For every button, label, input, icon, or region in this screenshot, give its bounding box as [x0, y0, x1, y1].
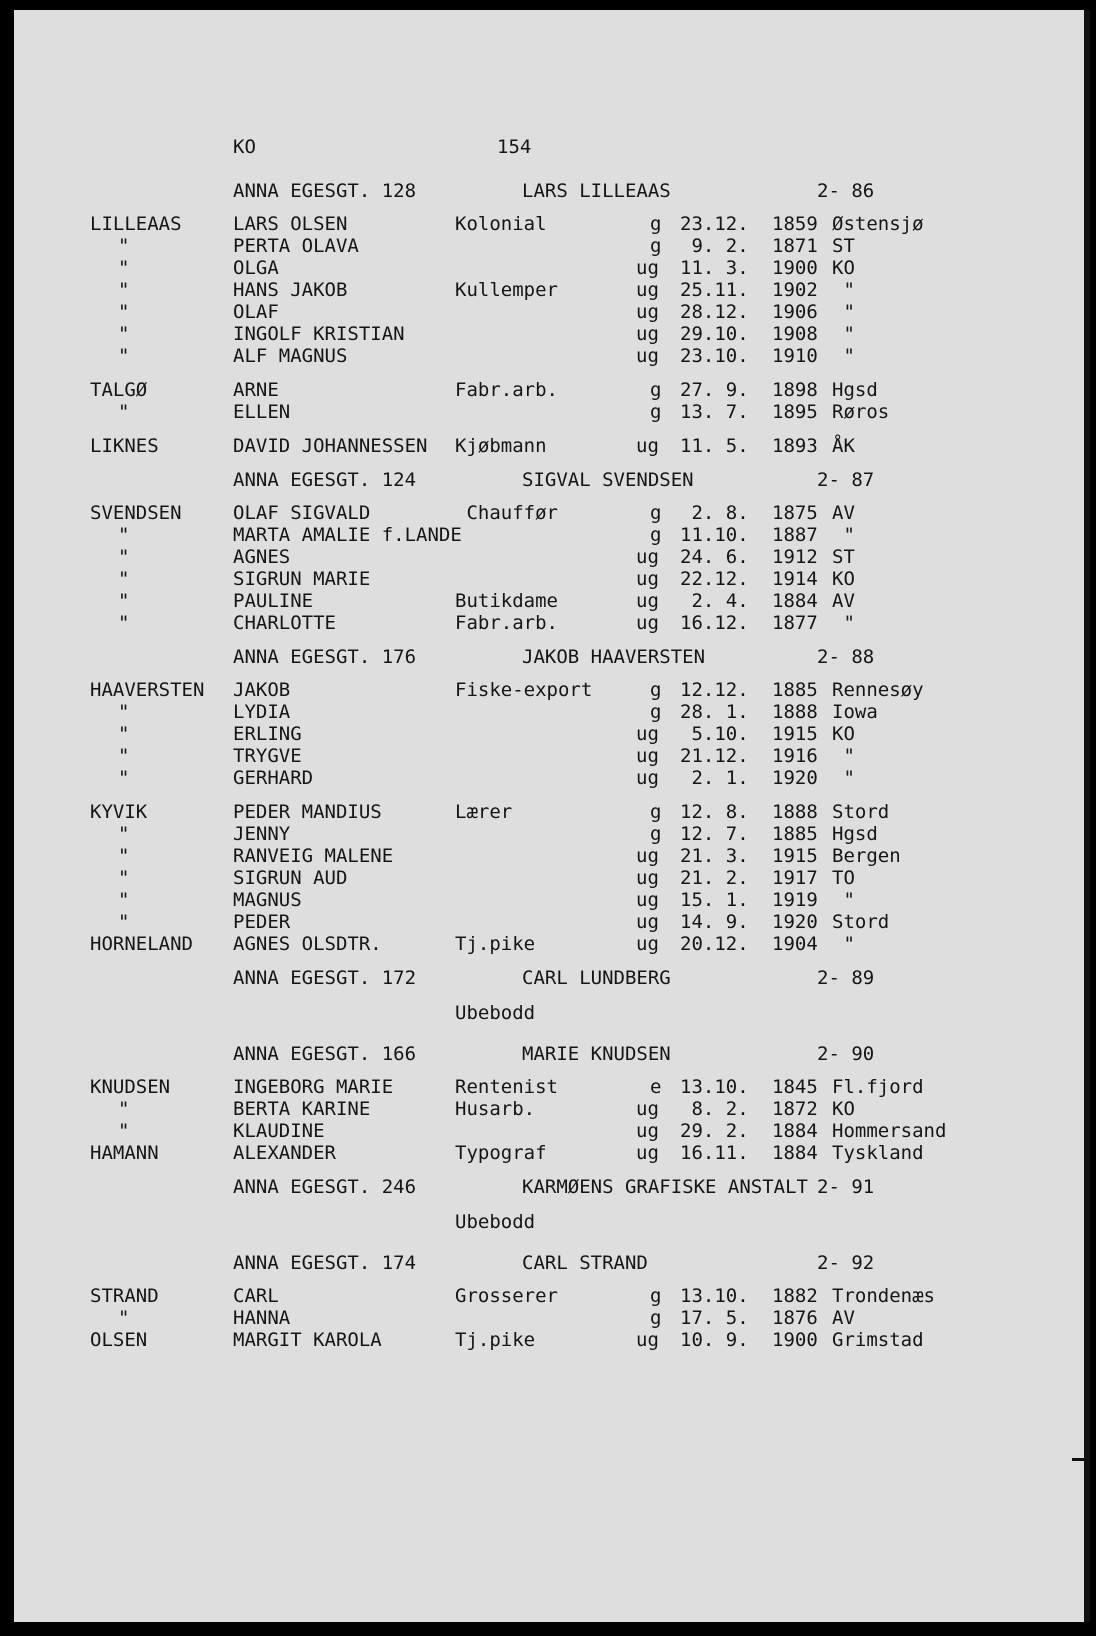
resident-status: g: [650, 1285, 662, 1307]
resident-name: LYDIA: [233, 701, 291, 723]
resident-birthplace: Iowa: [832, 701, 878, 723]
resident-surname: ": [118, 546, 130, 568]
block-address: ANNA EGESGT. 166: [233, 1043, 417, 1065]
block-owner: KARMØENS GRAFISKE ANSTALT: [522, 1176, 808, 1198]
resident-surname: ": [118, 524, 130, 546]
block-address: ANNA EGESGT. 246: [233, 1176, 417, 1198]
resident-birthyear: 1877: [772, 612, 818, 634]
resident-birthdate: 13.10.: [680, 1285, 749, 1307]
resident-status: ug: [636, 590, 659, 612]
resident-surname: ": [118, 701, 130, 723]
resident-birthdate: 25.11.: [680, 279, 749, 301]
resident-name: RANVEIG MALENE: [233, 845, 394, 867]
resident-birthplace: ÅK: [832, 435, 855, 457]
block-owner: JAKOB HAAVERSTEN: [522, 646, 706, 668]
resident-birthplace: AV: [832, 590, 855, 612]
resident-status: ug: [636, 867, 659, 889]
resident-birthyear: 1912: [772, 546, 818, 568]
resident-status: ug: [636, 745, 659, 767]
resident-surname: TALGØ: [90, 379, 148, 401]
resident-status: ug: [636, 1329, 659, 1351]
resident-birthplace: Trondenæs: [832, 1285, 935, 1307]
resident-birthyear: 1884: [772, 1142, 818, 1164]
resident-birthdate: 23.10.: [680, 345, 749, 367]
block-note: Ubebodd: [455, 1002, 536, 1024]
resident-birthplace: Østensjø: [832, 213, 924, 235]
resident-birthdate: 21. 3.: [680, 845, 749, 867]
resident-birthyear: 1900: [772, 1329, 818, 1351]
resident-surname: ": [118, 867, 130, 889]
resident-name: INGOLF KRISTIAN: [233, 323, 405, 345]
resident-surname: ": [118, 1098, 130, 1120]
resident-surname: ": [118, 323, 130, 345]
resident-name: GERHARD: [233, 767, 314, 789]
resident-birthplace: ST: [832, 546, 855, 568]
resident-name: ALEXANDER: [233, 1142, 336, 1164]
resident-occupation: Tj.pike: [455, 933, 536, 955]
resident-surname: SVENDSEN: [90, 502, 182, 524]
resident-occupation: Lærer: [455, 801, 513, 823]
resident-birthdate: 9. 2.: [680, 235, 749, 257]
resident-birthdate: 24. 6.: [680, 546, 749, 568]
block-owner: CARL STRAND: [522, 1252, 648, 1274]
resident-name: ALF MAGNUS: [233, 345, 348, 367]
resident-birthplace: KO: [832, 1098, 855, 1120]
resident-status: ug: [636, 1120, 659, 1142]
resident-name: HANS JAKOB: [233, 279, 348, 301]
resident-birthyear: 1904: [772, 933, 818, 955]
resident-birthyear: 1885: [772, 823, 818, 845]
resident-surname: ": [118, 345, 130, 367]
resident-occupation: Chauffør: [455, 502, 558, 524]
resident-occupation: Fabr.arb.: [455, 379, 558, 401]
block-owner: MARIE KNUDSEN: [522, 1043, 671, 1065]
resident-status: g: [650, 801, 662, 823]
resident-name: OLAF SIGVALD: [233, 502, 371, 524]
resident-status: g: [650, 823, 662, 845]
resident-birthplace: KO: [832, 723, 855, 745]
resident-surname: ": [118, 568, 130, 590]
resident-birthyear: 1900: [772, 257, 818, 279]
resident-birthplace: KO: [832, 568, 855, 590]
resident-name: MARTA AMALIE f.LANDE: [233, 524, 462, 546]
resident-birthplace: AV: [832, 1307, 855, 1329]
resident-occupation: Kjøbmann: [455, 435, 547, 457]
resident-status: ug: [636, 1098, 659, 1120]
resident-status: ug: [636, 546, 659, 568]
resident-surname: OLSEN: [90, 1329, 148, 1351]
resident-birthyear: 1884: [772, 590, 818, 612]
resident-birthdate: 21.12.: [680, 745, 749, 767]
resident-birthdate: 20.12.: [680, 933, 749, 955]
block-address: ANNA EGESGT. 176: [233, 646, 417, 668]
resident-surname: ": [118, 401, 130, 423]
resident-surname: ": [118, 301, 130, 323]
resident-status: ug: [636, 435, 659, 457]
resident-status: e: [650, 1076, 662, 1098]
resident-name: JAKOB: [233, 679, 291, 701]
resident-surname: STRAND: [90, 1285, 159, 1307]
block-code: 2- 89: [817, 967, 875, 989]
resident-name: PEDER MANDIUS: [233, 801, 382, 823]
resident-birthyear: 1871: [772, 235, 818, 257]
resident-birthplace: Hgsd: [832, 823, 878, 845]
resident-birthyear: 1887: [772, 524, 818, 546]
resident-status: g: [650, 1307, 662, 1329]
block-code: 2- 92: [817, 1252, 875, 1274]
resident-status: ug: [636, 279, 659, 301]
resident-birthyear: 1915: [772, 723, 818, 745]
resident-status: ug: [636, 889, 659, 911]
resident-name: SIGRUN AUD: [233, 867, 348, 889]
resident-birthyear: 1916: [772, 745, 818, 767]
resident-birthdate: 15. 1.: [680, 889, 749, 911]
resident-surname: LILLEAAS: [90, 213, 182, 235]
resident-birthyear: 1919: [772, 889, 818, 911]
resident-status: ug: [636, 568, 659, 590]
resident-birthdate: 23.12.: [680, 213, 749, 235]
resident-birthyear: 1920: [772, 911, 818, 933]
resident-birthplace: ": [832, 889, 855, 911]
resident-surname: HAMANN: [90, 1142, 159, 1164]
resident-birthdate: 8. 2.: [680, 1098, 749, 1120]
resident-birthplace: TO: [832, 867, 855, 889]
block-address: ANNA EGESGT. 172: [233, 967, 417, 989]
block-owner: LARS LILLEAAS: [522, 180, 671, 202]
resident-birthyear: 1902: [772, 279, 818, 301]
resident-birthdate: 13. 7.: [680, 401, 749, 423]
resident-birthdate: 27. 9.: [680, 379, 749, 401]
resident-birthyear: 1893: [772, 435, 818, 457]
block-note: Ubebodd: [455, 1211, 536, 1233]
resident-name: INGEBORG MARIE: [233, 1076, 394, 1098]
resident-birthplace: Stord: [832, 801, 890, 823]
resident-birthplace: Hgsd: [832, 379, 878, 401]
resident-birthdate: 12. 7.: [680, 823, 749, 845]
resident-name: BERTA KARINE: [233, 1098, 371, 1120]
block-address: ANNA EGESGT. 124: [233, 469, 417, 491]
resident-occupation: Kullemper: [455, 279, 558, 301]
resident-status: ug: [636, 345, 659, 367]
resident-birthdate: 13.10.: [680, 1076, 749, 1098]
resident-occupation: Typograf: [455, 1142, 547, 1164]
resident-birthyear: 1898: [772, 379, 818, 401]
resident-status: g: [650, 679, 662, 701]
resident-surname: ": [118, 257, 130, 279]
resident-surname: ": [118, 889, 130, 911]
resident-birthplace: ": [832, 323, 855, 345]
resident-name: CARL: [233, 1285, 279, 1307]
resident-birthplace: Fl.fjord: [832, 1076, 924, 1098]
resident-birthplace: ": [832, 345, 855, 367]
resident-name: TRYGVE: [233, 745, 302, 767]
resident-birthdate: 2. 8.: [680, 502, 749, 524]
resident-surname: ": [118, 723, 130, 745]
resident-name: DAVID JOHANNESSEN: [233, 435, 428, 457]
resident-surname: ": [118, 823, 130, 845]
resident-birthdate: 11.10.: [680, 524, 749, 546]
resident-birthdate: 29. 2.: [680, 1120, 749, 1142]
resident-birthyear: 1906: [772, 301, 818, 323]
resident-name: JENNY: [233, 823, 291, 845]
resident-name: ERLING: [233, 723, 302, 745]
resident-birthdate: 12. 8.: [680, 801, 749, 823]
block-owner: SIGVAL SVENDSEN: [522, 469, 694, 491]
resident-birthyear: 1882: [772, 1285, 818, 1307]
resident-status: ug: [636, 1142, 659, 1164]
resident-birthdate: 16.12.: [680, 612, 749, 634]
resident-surname: ": [118, 911, 130, 933]
resident-surname: ": [118, 845, 130, 867]
resident-surname: ": [118, 590, 130, 612]
resident-birthplace: Hommersand: [832, 1120, 947, 1142]
resident-birthyear: 1885: [772, 679, 818, 701]
resident-birthplace: ": [832, 933, 855, 955]
resident-birthyear: 1888: [772, 801, 818, 823]
resident-birthyear: 1872: [772, 1098, 818, 1120]
page-number: 154: [497, 136, 532, 158]
resident-birthplace: ": [832, 767, 855, 789]
resident-birthplace: Stord: [832, 911, 890, 933]
resident-name: SIGRUN MARIE: [233, 568, 371, 590]
resident-birthyear: 1915: [772, 845, 818, 867]
block-address: ANNA EGESGT. 128: [233, 180, 417, 202]
resident-birthplace: Grimstad: [832, 1329, 924, 1351]
resident-status: ug: [636, 723, 659, 745]
resident-birthplace: ": [832, 301, 855, 323]
resident-surname: ": [118, 1120, 130, 1142]
resident-name: ARNE: [233, 379, 279, 401]
resident-status: g: [650, 379, 662, 401]
resident-surname: ": [118, 1307, 130, 1329]
resident-birthyear: 1908: [772, 323, 818, 345]
resident-status: ug: [636, 301, 659, 323]
resident-birthdate: 29.10.: [680, 323, 749, 345]
resident-status: ug: [636, 767, 659, 789]
resident-name: HANNA: [233, 1307, 291, 1329]
resident-name: MAGNUS: [233, 889, 302, 911]
resident-surname: HORNELAND: [90, 933, 193, 955]
resident-name: ELLEN: [233, 401, 291, 423]
resident-birthyear: 1876: [772, 1307, 818, 1329]
resident-birthyear: 1884: [772, 1120, 818, 1142]
resident-name: PEDER: [233, 911, 291, 933]
resident-name: PAULINE: [233, 590, 314, 612]
resident-birthdate: 5.10.: [680, 723, 749, 745]
resident-birthyear: 1910: [772, 345, 818, 367]
resident-surname: ": [118, 235, 130, 257]
resident-status: g: [650, 502, 662, 524]
resident-birthdate: 10. 9.: [680, 1329, 749, 1351]
block-code: 2- 91: [817, 1176, 875, 1198]
resident-status: ug: [636, 845, 659, 867]
resident-birthdate: 14. 9.: [680, 911, 749, 933]
block-code: 2- 86: [817, 180, 875, 202]
resident-surname: ": [118, 767, 130, 789]
resident-status: ug: [636, 257, 659, 279]
resident-birthdate: 2. 1.: [680, 767, 749, 789]
resident-status: ug: [636, 911, 659, 933]
resident-birthdate: 28. 1.: [680, 701, 749, 723]
resident-birthplace: ": [832, 279, 855, 301]
resident-surname: HAAVERSTEN: [90, 679, 205, 701]
resident-birthplace: ST: [832, 235, 855, 257]
resident-birthdate: 2. 4.: [680, 590, 749, 612]
block-code: 2- 87: [817, 469, 875, 491]
resident-surname: ": [118, 612, 130, 634]
resident-occupation: Grosserer: [455, 1285, 558, 1307]
resident-surname: ": [118, 745, 130, 767]
resident-surname: LIKNES: [90, 435, 159, 457]
resident-birthdate: 12.12.: [680, 679, 749, 701]
resident-birthplace: AV: [832, 502, 855, 524]
resident-occupation: Tj.pike: [455, 1329, 536, 1351]
resident-birthyear: 1895: [772, 401, 818, 423]
edge-mark: [1072, 1458, 1086, 1461]
resident-birthdate: 22.12.: [680, 568, 749, 590]
resident-name: CHARLOTTE: [233, 612, 336, 634]
resident-birthplace: Rennesøy: [832, 679, 924, 701]
resident-birthyear: 1845: [772, 1076, 818, 1098]
resident-birthdate: 21. 2.: [680, 867, 749, 889]
resident-name: MARGIT KAROLA: [233, 1329, 382, 1351]
resident-birthplace: ": [832, 524, 855, 546]
resident-status: g: [650, 401, 662, 423]
resident-surname: ": [118, 279, 130, 301]
resident-name: OLAF: [233, 301, 279, 323]
resident-occupation: Rentenist: [455, 1076, 558, 1098]
resident-birthplace: ": [832, 745, 855, 767]
resident-birthyear: 1914: [772, 568, 818, 590]
resident-status: g: [650, 701, 662, 723]
resident-surname: KNUDSEN: [90, 1076, 171, 1098]
resident-status: g: [650, 235, 662, 257]
resident-birthplace: Bergen: [832, 845, 901, 867]
page-district: KO: [233, 136, 256, 158]
document-page: [14, 10, 1084, 1622]
resident-birthplace: KO: [832, 257, 855, 279]
resident-birthdate: 28.12.: [680, 301, 749, 323]
register-content: [14, 10, 1084, 1622]
resident-status: g: [650, 524, 662, 546]
resident-surname: KYVIK: [90, 801, 148, 823]
resident-name: LARS OLSEN: [233, 213, 348, 235]
resident-name: PERTA OLAVA: [233, 235, 359, 257]
resident-birthdate: 11. 5.: [680, 435, 749, 457]
resident-birthyear: 1888: [772, 701, 818, 723]
resident-occupation: Kolonial: [455, 213, 547, 235]
resident-occupation: Husarb.: [455, 1098, 536, 1120]
resident-name: OLGA: [233, 257, 279, 279]
resident-status: g: [650, 213, 662, 235]
resident-birthplace: Røros: [832, 401, 890, 423]
resident-birthyear: 1875: [772, 502, 818, 524]
block-code: 2- 88: [817, 646, 875, 668]
resident-name: KLAUDINE: [233, 1120, 325, 1142]
resident-birthdate: 16.11.: [680, 1142, 749, 1164]
resident-occupation: Fiske-export: [455, 679, 593, 701]
block-code: 2- 90: [817, 1043, 875, 1065]
resident-status: ug: [636, 612, 659, 634]
resident-name: AGNES: [233, 546, 291, 568]
resident-name: AGNES OLSDTR.: [233, 933, 382, 955]
block-owner: CARL LUNDBERG: [522, 967, 671, 989]
resident-status: ug: [636, 933, 659, 955]
resident-birthplace: ": [832, 612, 855, 634]
resident-birthdate: 17. 5.: [680, 1307, 749, 1329]
block-address: ANNA EGESGT. 174: [233, 1252, 417, 1274]
resident-birthyear: 1920: [772, 767, 818, 789]
resident-occupation: Butikdame: [455, 590, 558, 612]
resident-birthyear: 1859: [772, 213, 818, 235]
resident-occupation: Fabr.arb.: [455, 612, 558, 634]
resident-birthdate: 11. 3.: [680, 257, 749, 279]
resident-birthyear: 1917: [772, 867, 818, 889]
resident-status: ug: [636, 323, 659, 345]
resident-birthplace: Tyskland: [832, 1142, 924, 1164]
